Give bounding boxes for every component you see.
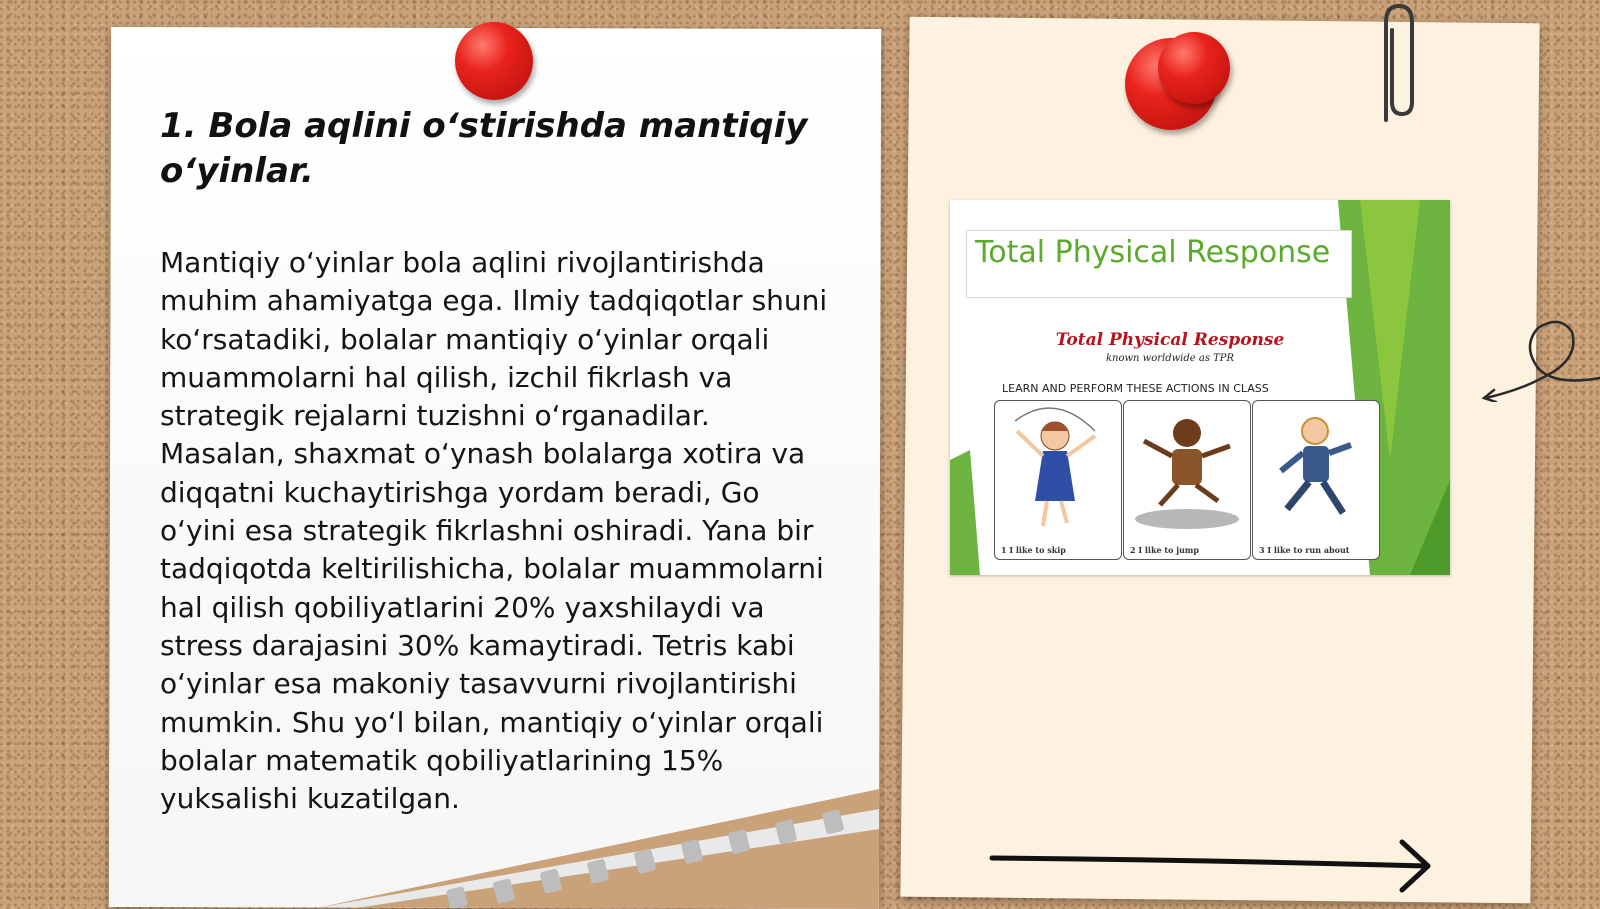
skipping-girl-illustration — [995, 401, 1121, 541]
curly-arrow-decoration — [1480, 312, 1600, 402]
jumping-boy-illustration — [1124, 401, 1250, 541]
tpr-instruction: LEARN AND PERFORM THESE ACTIONS IN CLASS — [1002, 382, 1269, 395]
tpr-heading: Total Physical Response — [1055, 330, 1285, 350]
red-pushpin-icon — [455, 22, 533, 100]
red-pushpin-icon — [1158, 32, 1230, 104]
slide-heading: Total Physical Response — [975, 235, 1331, 270]
body-paragraph: Mantiqiy o‘yinlar bola aqlini rivojlantirishda muhim ahamiyatga ega. Ilmiy tadqiqotlar shuni ko‘rsatadiki, bolalar mantiqiy o‘yinlar orqali muammolarni hal qilish, izchil fikrlash va strategik rejalarni tuzishni o‘rganadilar. Masalan, shaxmat o‘ynash bolalarga xotira va diqqatni kuchaytirishga yordam beradi, Go o‘yini esa strategik fikrlashni oshiradi. Yana bir tadqiqotda keltirilishicha, bolalar muammolarni hal qilish qobiliyatlarini 20% yaxshilaydi va stress darajasini 30% kamaytiradi. Tetris kabi o‘yinlar esa makoniy tasavvurni rivojlantirishi mumkin. Shu yo‘l bilan, mantiqiy o‘yinlar orqali bolalar matematik qobiliyatlarining 15% yuksalishi kuzatilgan. — [160, 246, 828, 816]
frame-caption: 2 I like to jump — [1130, 545, 1199, 555]
frame-caption: 3 I like to run about — [1259, 545, 1350, 555]
frame-skip — [994, 400, 1122, 560]
frame-jump — [1123, 400, 1251, 560]
action-frames — [994, 400, 1380, 560]
right-arrow-icon — [988, 836, 1448, 896]
slide-title-box — [966, 230, 1352, 298]
frame-run — [1252, 400, 1380, 560]
tpr-slide-image — [950, 200, 1450, 575]
running-boy-illustration — [1253, 401, 1379, 541]
frame-caption: 1 I like to skip — [1001, 545, 1066, 555]
slide-title: 1. Bola aqlini o‘stirishda mantiqiy o‘yinlar. — [160, 106, 808, 191]
paperclip-icon — [1372, 0, 1422, 128]
tpr-subheading: known worldwide as TPR — [1105, 353, 1235, 364]
